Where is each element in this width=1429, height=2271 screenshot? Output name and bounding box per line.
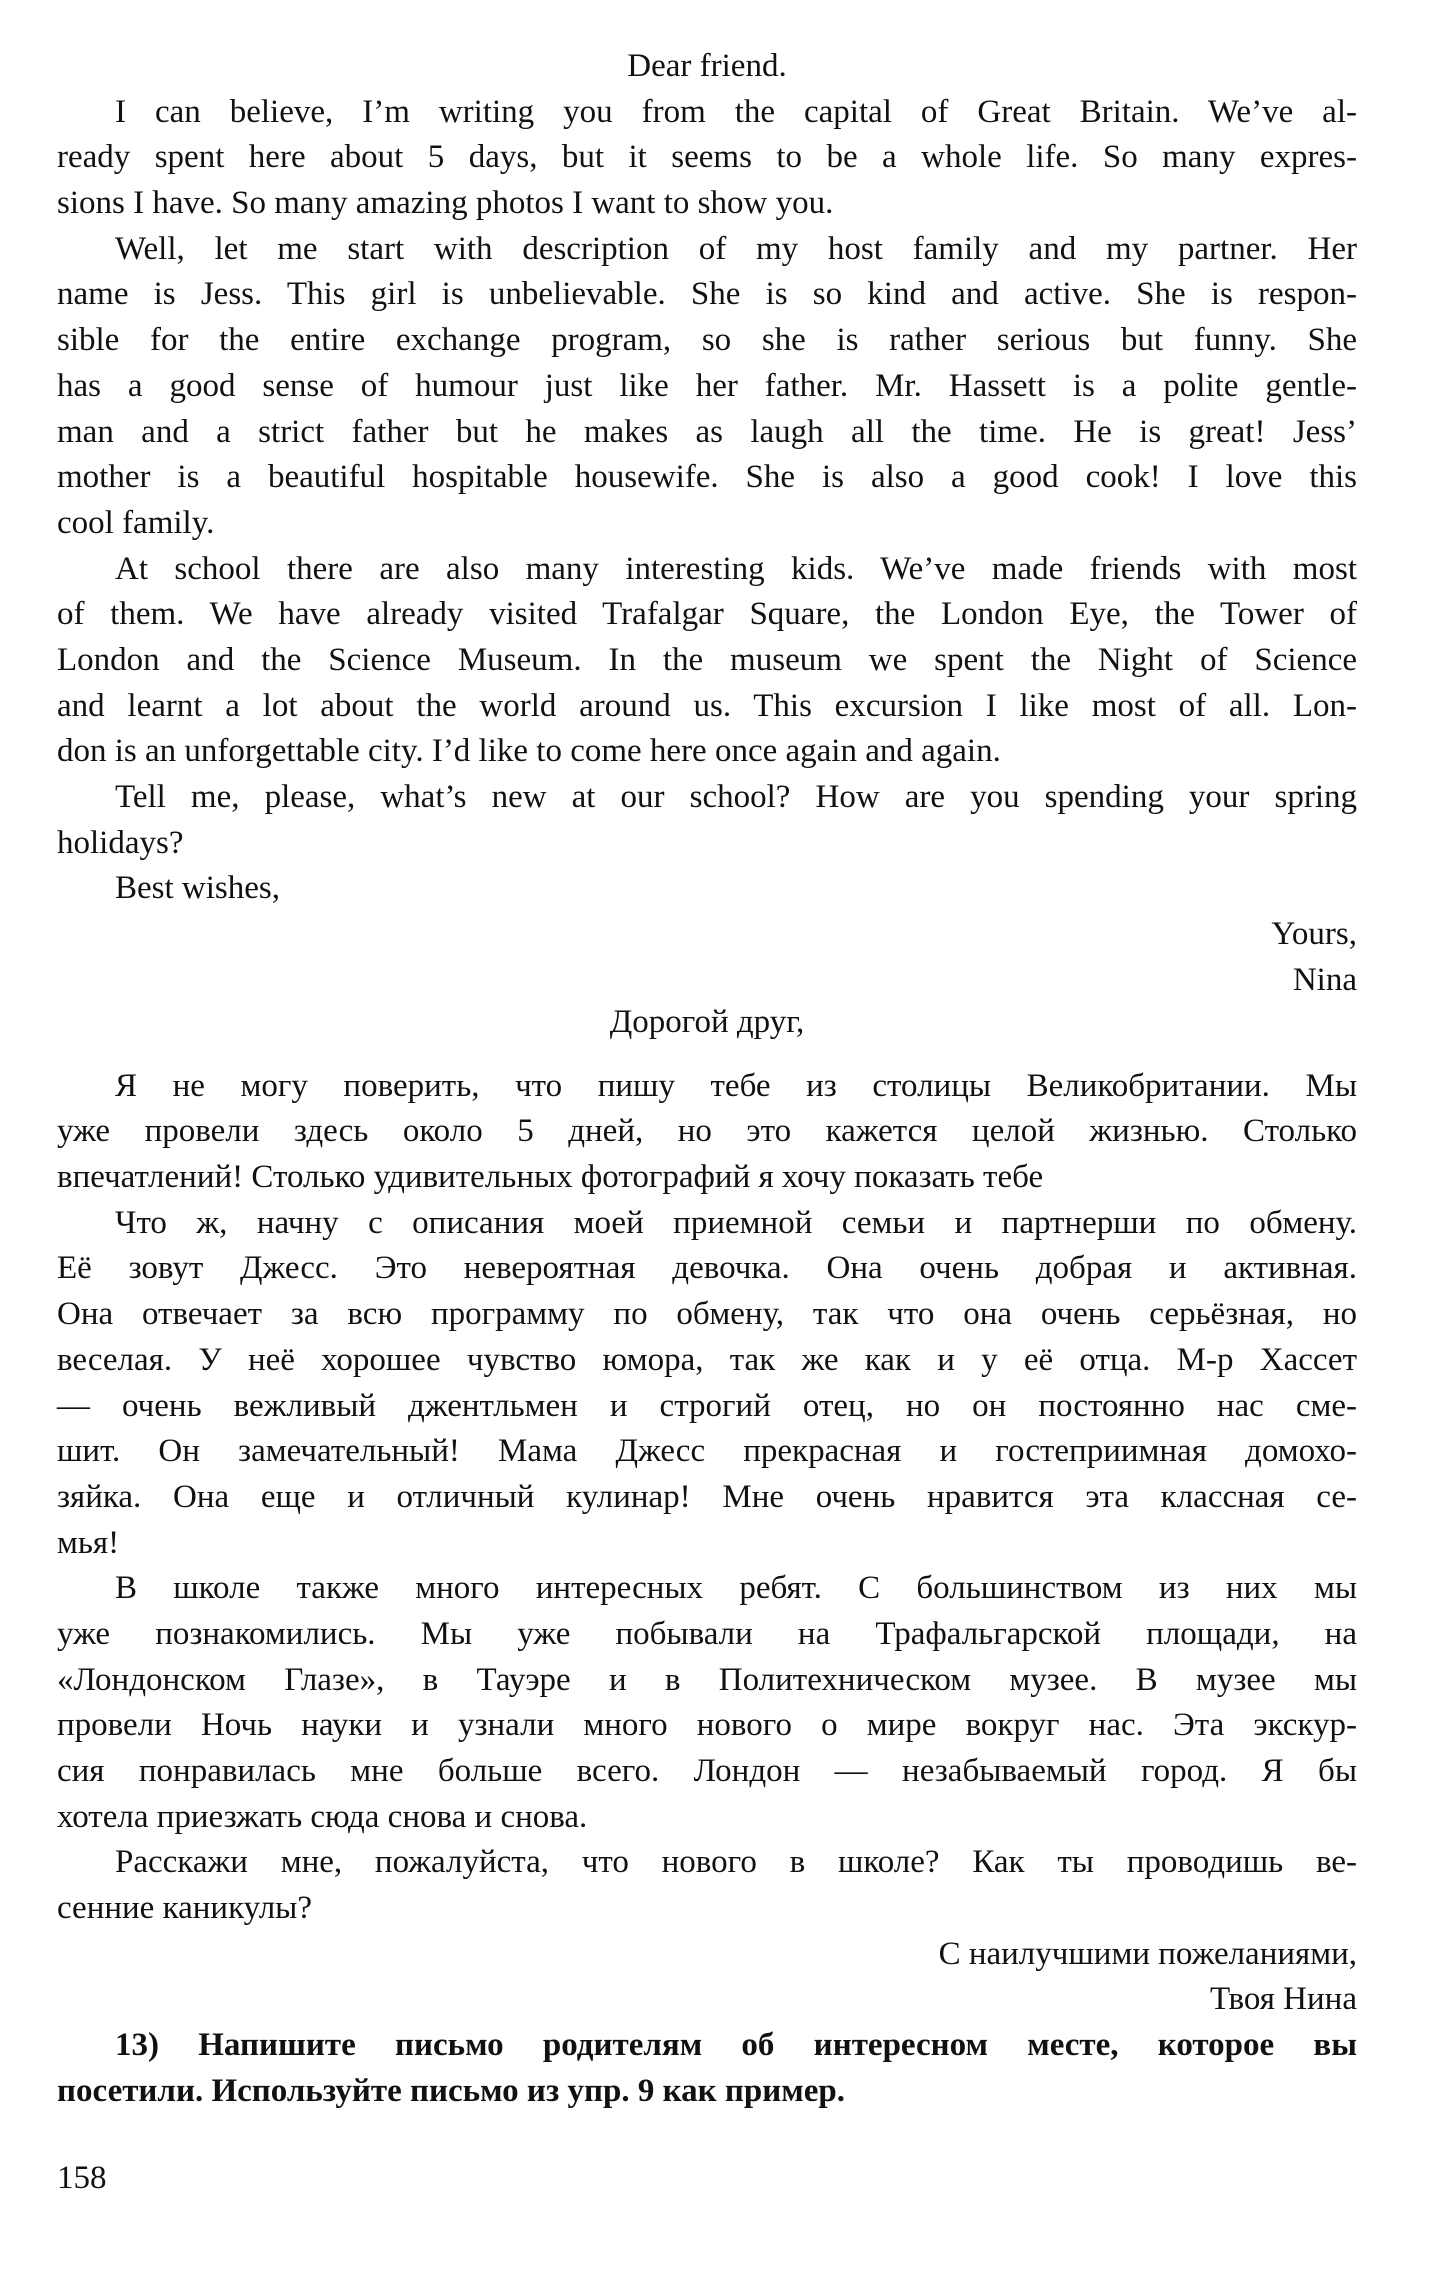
page-number: 158 — [57, 2160, 107, 2196]
english-body — [57, 90, 1357, 867]
text-line: cool family. — [57, 504, 215, 541]
english-closing: Best wishes, — [115, 870, 280, 907]
text-line: mother is a beautiful hospitable housewife. She is also a good cook! I love this — [57, 459, 1357, 496]
text-line: Расскажи мне, пожалуйста, что нового в школе? Как ты проводишь ве- — [115, 1844, 1357, 1881]
english-paragraph — [57, 547, 1357, 775]
text-line: Tell me, please, what’s new at our school? How are you spending your spring — [115, 779, 1357, 815]
text-line: name is Jess. This girl is unbelievable. She is so kind and active. She is respon- — [57, 276, 1357, 313]
russian-letter — [57, 1000, 1357, 2115]
text-line: Что ж, начну с описания моей приемной семьи и партнерши по обмену. — [115, 1204, 1357, 1241]
text-line: Она отвечает за всю программу по обмену, так что она очень серьёзная, но — [57, 1296, 1357, 1333]
text-line: уже познакомились. Мы уже побывали на Трафальгарской площади, на — [57, 1615, 1357, 1652]
text-line: веселая. У неё хорошее чувство юмора, так же как и у её отца. М-р Хассет — [57, 1341, 1357, 1378]
text-line: holidays? — [57, 824, 184, 861]
text-line: Я не могу поверить, что пишу тебе из столицы Великобритании. Мы — [115, 1067, 1357, 1104]
text-line: London and the Science Museum. In the museum we spent the Night of Science — [57, 641, 1357, 678]
text-line: don is an unforgettable city. I’d like to come here once again and again. — [57, 733, 1001, 770]
task-13-line-2: посетили. Используйте письмо из упр. 9 как пример. — [57, 2072, 845, 2109]
english-signature-yours: Yours, — [1271, 916, 1357, 953]
english-signature-name: Nina — [1292, 961, 1357, 998]
text-line: хотела приезжать сюда снова и снова. — [57, 1798, 588, 1835]
text-line: At school there are also many interesting kids. We’ve made friends with most — [115, 550, 1357, 587]
text-line: of them. We have already visited Trafalgar Square, the London Eye, the Tower of — [57, 596, 1357, 633]
english-paragraph — [57, 775, 1357, 866]
text-line: Её зовут Джесс. Это невероятная девочка. Она очень добрая и активная. — [57, 1250, 1357, 1287]
text-line: Well, let me start with description of my host family and my partner. Her — [115, 230, 1357, 267]
english-paragraph — [57, 227, 1357, 547]
text-line: сия понравилась мне больше всего. Лондон — незабываемый город. Я бы — [57, 1753, 1357, 1789]
russian-signature-closing: С наилучшими пожеланиями, — [938, 1935, 1357, 1972]
text-line: мья! — [57, 1524, 120, 1561]
russian-paragraph — [57, 1064, 1357, 1201]
text-line: уже провели здесь около 5 дней, но это кажется целой жизнью. Столько — [57, 1113, 1357, 1150]
russian-paragraph — [57, 1201, 1357, 1567]
russian-paragraph — [57, 1840, 1357, 1931]
english-greeting: Dear friend. — [627, 48, 787, 84]
text-line: шит. Он замечательный! Мама Джесс прекрасная и гостеприимная домохо- — [57, 1433, 1357, 1470]
russian-signature-name: Твоя Нина — [1210, 1981, 1357, 2018]
russian-body — [57, 1064, 1357, 1932]
task-13-line-1: 13) Напишите письмо родителям об интересном месте, которое вы — [115, 2027, 1357, 2064]
text-line: В школе также много интересных ребят. С большинством из них мы — [115, 1570, 1357, 1607]
text-line: — очень вежливый джентльмен и строгий отец, но он постоянно нас сме- — [57, 1387, 1357, 1424]
english-paragraph — [57, 90, 1357, 227]
text-line: зяйка. Она еще и отличный кулинар! Мне очень нравится эта классная се- — [57, 1478, 1357, 1515]
russian-paragraph — [57, 1566, 1357, 1840]
russian-greeting: Дорогой друг, — [609, 1004, 805, 1040]
text-line: провели Ночь науки и узнали много нового о мире вокруг нас. Эта экскур- — [57, 1707, 1357, 1744]
text-line: I can believe, I’m writing you from the capital of Great Britain. We’ve al- — [115, 93, 1357, 130]
text-line: has a good sense of humour just like her father. Mr. Hassett is a polite gentle- — [57, 367, 1357, 404]
english-letter — [57, 44, 1357, 1003]
text-line: «Лондонском Глазе», в Тауэре и в Политехническом музее. В музее мы — [57, 1661, 1357, 1698]
text-line: and learnt a lot about the world around us. This excursion I like most of all. Lon- — [57, 687, 1357, 724]
text-line: man and a strict father but he makes as laugh all the time. He is great! Jess’ — [57, 413, 1357, 450]
text-line: сенние каникулы? — [57, 1890, 312, 1927]
text-line: ready spent here about 5 days, but it seems to be a whole life. So many expres- — [57, 139, 1357, 176]
text-line: sible for the entire exchange program, so she is rather serious but funny. She — [57, 322, 1357, 359]
text-line: впечатлений! Столько удивительных фотографий я хочу показать тебе — [57, 1159, 1044, 1196]
text-line: sions I have. So many amazing photos I want to show you. — [57, 185, 834, 222]
